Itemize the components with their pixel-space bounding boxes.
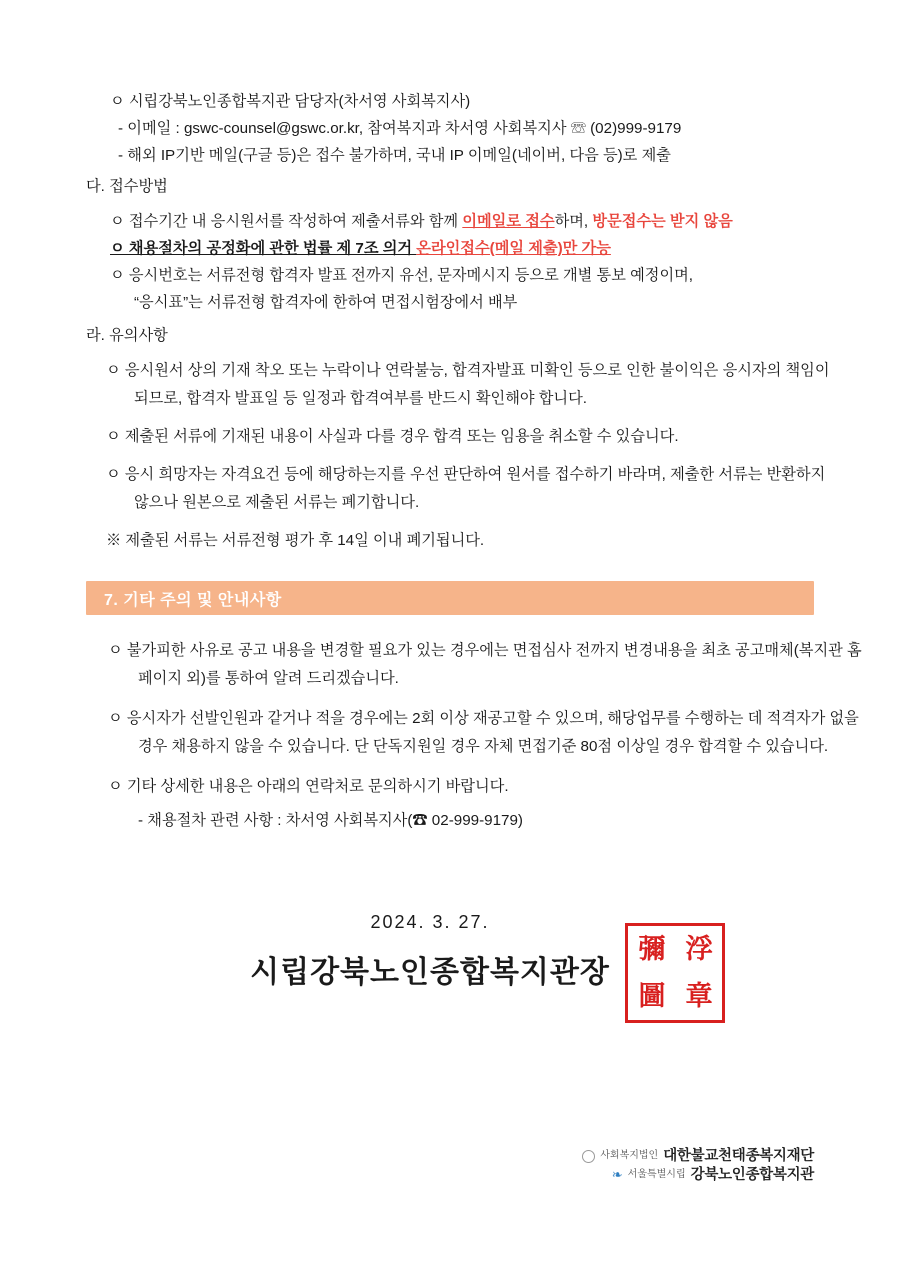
section-7-body	[86, 637, 862, 834]
da-item-1	[86, 208, 814, 235]
contact-line-ip-notice: - 해외 IP기반 메일(구글 등)은 접수 불가하며, 국내 IP 이메일(네이버, 다음 등)로 제출	[118, 147, 671, 164]
ra-note: ※ 제출된 서류는 서류전형 평가 후 14일 이내 폐기됩니다.	[106, 532, 485, 549]
section-7-title: 7. 기타 주의 및 안내사항	[104, 591, 282, 609]
contact-line-manager: ㅇ 시립강북노인종합복지관 담당자(차서영 사회복지사)	[110, 93, 471, 110]
footer-row-foundation	[582, 1149, 814, 1164]
da-item-1-em2: 방문접수는 받지 않음	[592, 213, 733, 230]
da-item-2-em: 온라인접수(메일 제출)만 가능	[416, 240, 611, 257]
subheading-da: 다. 접수방법	[86, 178, 168, 195]
section-7-item-1: ㅇ 불가피한 사유로 공고 내용을 변경할 필요가 있는 경우에는 면접심사 전까지 변경내용을 최초 공고매체(복지관 홈페이지 외)를 통하여 알려 드리겠습니다.	[108, 642, 862, 687]
ra-item-3: ㅇ 응시 희망자는 자격요건 등에 해당하는지를 우선 판단하여 원서를 접수하기 바라며, 제출한 서류는 반환하지 않으나 원본으로 제출된 서류는 폐기합니다.	[106, 466, 826, 511]
contact-line-email: - 이메일 : gswc-counsel@gswc.or.kr, 참여복지과 차서영 사회복지사 ☏ (02)999-9179	[118, 120, 682, 137]
closing-date: 2024. 3. 27.	[370, 912, 490, 932]
da-item-3-line1: ㅇ 응시번호는 서류전형 합격자 발표 전까지 유선, 문자메시지 등으로 개별 통보 예정이며,	[110, 267, 694, 284]
da-item-2	[86, 235, 814, 262]
seal-char-2: 浮	[685, 934, 712, 965]
circle-mark-icon	[582, 1150, 595, 1163]
footer-row-center	[582, 1168, 814, 1183]
subheading-ra: 라. 유의사항	[86, 327, 168, 344]
da-item-1-pre: ㅇ 접수기간 내 응시원서를 작성하여 제출서류와 함께	[110, 213, 463, 230]
footer-logo-block	[582, 1149, 814, 1186]
da-item-1-em1: 이메일로 접수	[462, 213, 555, 230]
da-item-3-line2: “응시표”는 서류전형 합격자에 한하여 면접시험장에서 배부	[134, 294, 518, 311]
footer-center-name: 강북노인종합복지관	[690, 1166, 814, 1183]
section-7-item-2: ㅇ 응시자가 선발인원과 같거나 적을 경우에는 2회 이상 재공고할 수 있으며, 해당업무를 수행하는 데 적격자가 없을 경우 채용하지 않을 수 있습니다. 단 단독지원일 경우 자체 면접기준 80점 이상일 경우 합격할 수 있습니다.	[108, 710, 859, 755]
footer-foundation-name: 대한불교천태종복지재단	[663, 1148, 814, 1164]
ra-item-2: ㅇ 제출된 서류에 기재된 내용이 사실과 다를 경우 합격 또는 임용을 취소할 수 있습니다.	[106, 428, 679, 445]
section-7-item-3: ㅇ 기타 상세한 내용은 아래의 연락처로 문의하시기 바랍니다.	[108, 778, 509, 795]
contact-block	[86, 88, 814, 169]
seal-char-3: 圖	[638, 981, 665, 1012]
section-7-contact: - 채용절차 관련 사항 : 차서영 사회복지사(☎ 02-999-9179)	[138, 812, 523, 829]
closing-organization: 시립강북노인종합복지관장	[250, 956, 610, 989]
footer-foundation-small: 사회복지법인	[600, 1150, 659, 1162]
da-item-2-pre: ㅇ 채용절차의 공정화에 관한 법률 제 7조 의거	[110, 240, 417, 257]
footer-center-small: 서울특별시립	[627, 1168, 686, 1180]
seal-char-4: 章	[685, 981, 712, 1012]
section-7-heading	[86, 581, 814, 615]
official-seal-stamp	[625, 923, 725, 1023]
seoul-bird-icon: ❧	[611, 1166, 623, 1182]
da-item-1-mid: 하며,	[554, 213, 593, 230]
ra-item-1: ㅇ 응시원서 상의 기재 착오 또는 누락이나 연락불능, 합격자발표 미확인 등으로 인한 불이익은 응시자의 책임이 되므로, 합격자 발표일 등 일정과 합격여부를 반드시 확인해야 합니다.	[106, 362, 830, 407]
seal-char-1: 彌	[638, 934, 665, 965]
